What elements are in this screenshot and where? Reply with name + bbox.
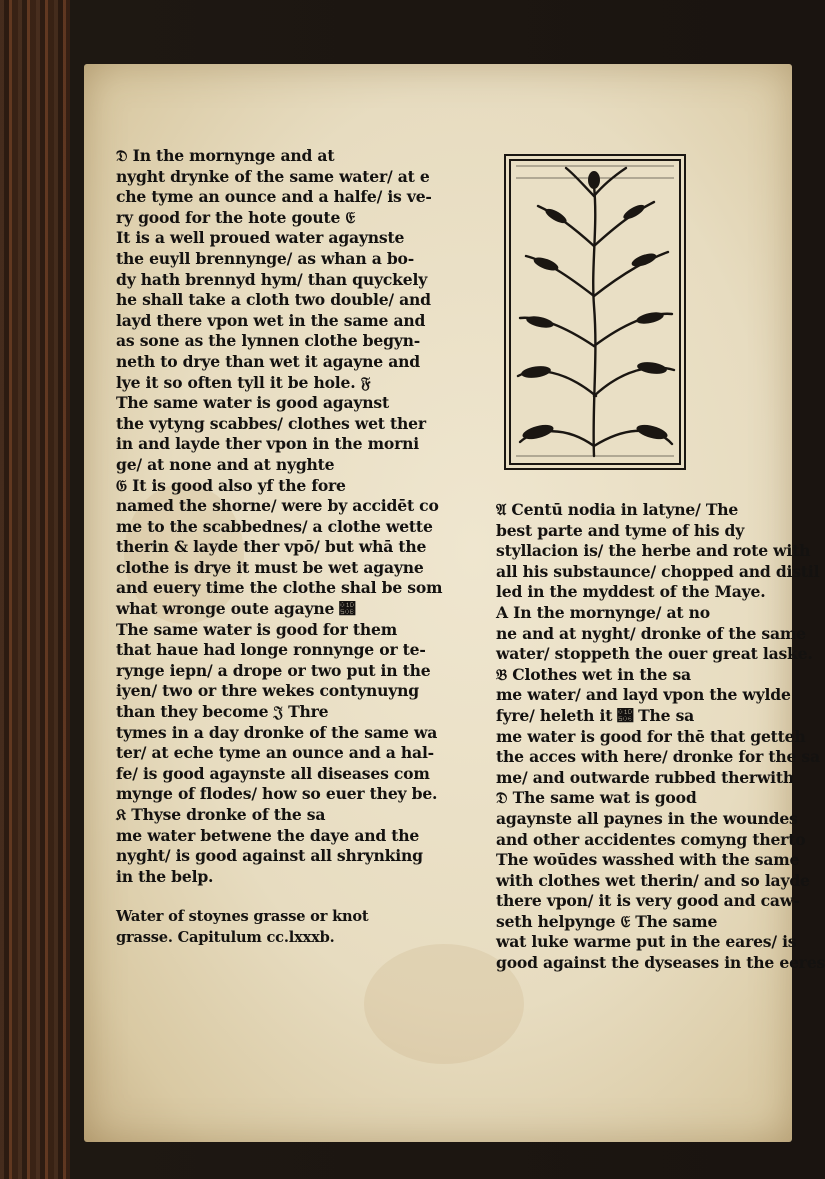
text-line: dy hath brennyd hym/ than quyckely: [116, 269, 428, 289]
text-line: nyght drynke of the same water/ at e: [116, 166, 430, 186]
text-line: me to the scabbednes/ a clothe wette: [116, 516, 433, 536]
text-line: It is a well proued water agaynste: [116, 228, 405, 248]
text-line: the acces with here/ dronke for the sa: [496, 747, 820, 767]
text-line: that haue had longe ronnynge or te-: [116, 640, 426, 660]
text-line: che tyme an ounce and a halfe/ is ve-: [116, 187, 432, 207]
text-line: the vytyng scabbes/ clothes wet ther: [116, 413, 426, 433]
text-line: and euery time the clothe shal be som: [116, 578, 443, 598]
text-line: The same water is good for them: [116, 619, 398, 639]
text-line: as sone as the lynnen clothe begyn-: [116, 331, 421, 351]
text-line: mynge of flodes/ how so euer they be.: [116, 784, 438, 804]
text-line: there vpon/ it is very good and caw-: [496, 891, 800, 911]
text-line: me water betwene the daye and the: [116, 825, 420, 845]
text-line: layd there vpon wet in the same and: [116, 310, 426, 330]
text-line: all his substaunce/ chopped and distil: [496, 561, 820, 581]
text-line: fyre/ heleth it 𝔆 The sa: [496, 705, 695, 725]
text-line: The woūdes wasshed with the same: [496, 850, 800, 870]
text-line: 𝔄 Centū nodia in latyne/ The: [496, 500, 739, 519]
text-line: iyen/ two or thre wekes contynuyng: [116, 681, 419, 701]
left-column-text: [116, 146, 512, 949]
right-column-text: [496, 500, 825, 974]
chapter-caption: grasse. Capitulum cc.lxxxb.: [116, 928, 335, 946]
plant-woodcut-icon: [504, 154, 686, 470]
text-line: The same water is good agaynst: [116, 393, 389, 413]
text-line: ry good for the hote goute 𝔈: [116, 207, 355, 227]
text-line: clothe is drye it must be wet agayne: [116, 557, 424, 577]
text-line: in the belp.: [116, 866, 214, 886]
text-line: seth helpynge 𝔈 The same: [496, 911, 718, 931]
text-line: 𝔇 In the mornynge and at: [116, 146, 335, 165]
text-line: 𝔊 It is good also yf the fore: [116, 475, 346, 495]
text-line: he shall take a cloth two double/ and: [116, 290, 431, 310]
text-line: led in the myddest of the Maye.: [496, 582, 766, 602]
text-line: tymes in a day dronke of the same wa: [116, 722, 438, 742]
text-line: good against the dyseases in the eeres: [496, 953, 825, 973]
text-line: with clothes wet therin/ and so layde: [496, 870, 810, 890]
text-line: ter/ at eche tyme an ounce and a hal-: [116, 743, 434, 763]
text-line: best parte and tyme of his dy: [496, 520, 745, 540]
text-line: styllacion is/ the herbe and rote with: [496, 541, 811, 561]
text-line: named the shorne/ were by accidēt co: [116, 496, 439, 516]
text-line: me/ and outwarde rubbed therwith: [496, 767, 795, 787]
text-line: wat luke warme put in the eares/ is: [496, 932, 797, 952]
text-line: agaynste all paynes in the woundes: [496, 808, 798, 828]
text-line: fe/ is good agaynste all diseases com: [116, 763, 430, 783]
text-line: therin & layde ther vpō/ but whā the: [116, 537, 427, 557]
book-page: [84, 64, 825, 1142]
text-line: than they become 𝔍 Thre: [116, 702, 329, 722]
blank-line: [116, 887, 512, 907]
text-line: A In the mornynge/ at no: [496, 602, 710, 622]
text-line: ne and at nyght/ dronke of the same: [496, 623, 806, 643]
text-line: me water is good for thē that getteh: [496, 726, 806, 746]
text-line: rynge iepn/ a drope or two put in the: [116, 660, 431, 680]
text-line: and other accidentes comyng therto: [496, 829, 806, 849]
text-line: the euyll brennynge/ as whan a bo-: [116, 248, 415, 268]
text-line: ge/ at none and at nyghte: [116, 454, 335, 474]
text-line: lye it so often tyll it be hole. 𝔉: [116, 372, 371, 392]
text-line: what wronge oute agayne 𝔋: [116, 599, 355, 619]
text-line: 𝔅 Clothes wet in the sa: [496, 664, 691, 684]
text-line: in and layde ther vpon in the morni: [116, 434, 420, 454]
text-line: neth to drye than wet it agayne and: [116, 351, 420, 371]
plant-illustration: [506, 156, 684, 468]
text-line: me water/ and layd vpon the wylde: [496, 685, 791, 705]
text-line: nyght/ is good against all shrynking: [116, 846, 423, 866]
chapter-title: Water of stoynes grasse or knot: [116, 908, 369, 926]
text-line: 𝔎 Thyse dronke of the sa: [116, 805, 326, 824]
book-binding: [0, 0, 70, 1179]
text-line: 𝔇 The same wat is good: [496, 788, 697, 808]
text-line: water/ stoppeth the ouer great laske.: [496, 644, 813, 664]
